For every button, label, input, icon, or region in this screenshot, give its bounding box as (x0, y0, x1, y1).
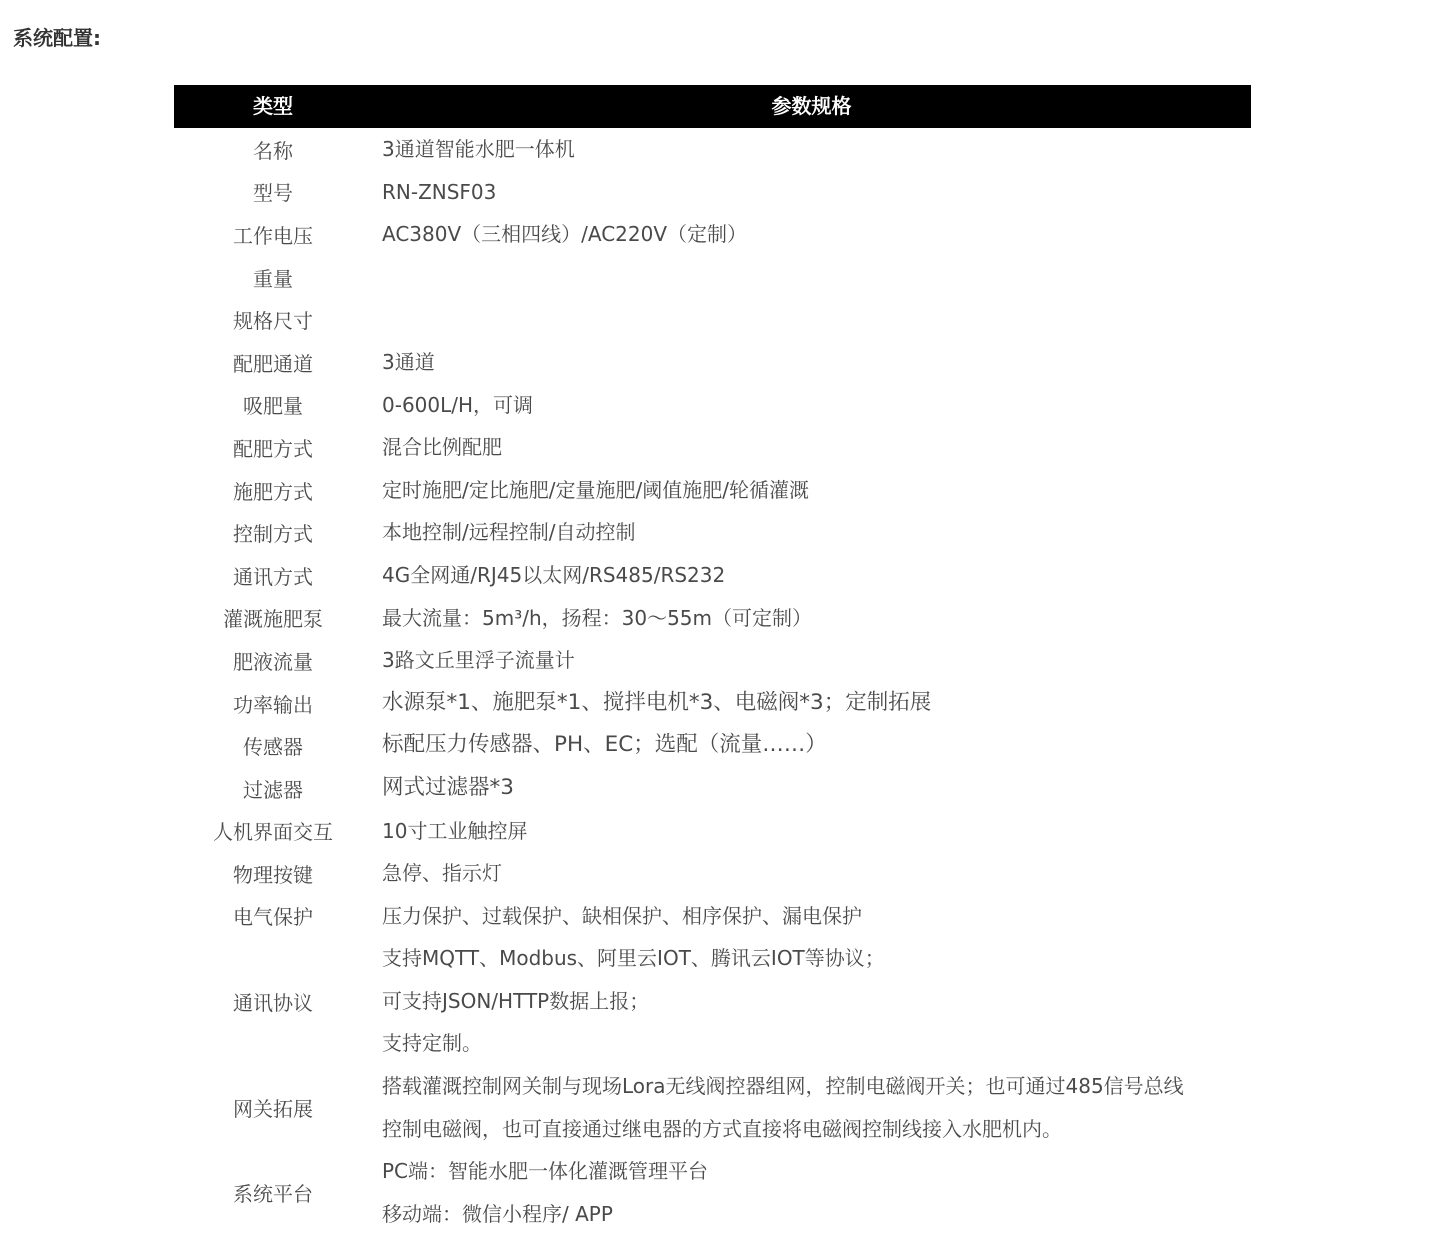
row-spec-value (372, 724, 1251, 767)
row-spec-value (372, 426, 1251, 469)
table-row (174, 128, 1251, 171)
row-type-label: 网关拓展 (233, 1097, 313, 1122)
spec-line: 3通道 (382, 349, 435, 374)
row-type-label: 功率输出 (233, 692, 313, 717)
row-spec-value (372, 341, 1251, 384)
spec-line (382, 256, 1251, 299)
spec-line: 4G全网通/RJ45以太网/RS485/RS232 (382, 562, 726, 587)
row-type-label: 型号 (253, 181, 293, 206)
spec-line: AC380V（三相四线）/AC220V（定制） (382, 222, 748, 247)
row-spec-value (372, 810, 1251, 853)
spec-table (174, 85, 1251, 1235)
table-row (174, 1065, 1251, 1150)
row-spec-value (372, 213, 1251, 256)
spec-line: 搭载灌溉控制网关制与现场Lora无线阀控器组网，控制电磁阀开关；也可通过485信号总线 (382, 1074, 1184, 1099)
table-row (174, 554, 1251, 597)
row-spec-value (372, 895, 1251, 938)
spec-table-header (174, 85, 1251, 128)
row-spec-value (372, 128, 1251, 171)
row-spec-value (372, 852, 1251, 895)
row-type-label: 过滤器 (243, 777, 303, 802)
spec-line: 控制电磁阀，也可直接通过继电器的方式直接将电磁阀控制线接入水肥机内。 (382, 1116, 1062, 1141)
spec-line: 10寸工业触控屏 (382, 818, 528, 843)
table-row (174, 639, 1251, 682)
table-row (174, 469, 1251, 512)
spec-line: 移动端：微信小程序/ APP (382, 1201, 613, 1226)
row-type-label: 工作电压 (233, 223, 313, 248)
table-row (174, 1150, 1251, 1235)
row-type-label: 电气保护 (233, 905, 313, 930)
row-spec-value (372, 1065, 1251, 1150)
row-spec-value (372, 639, 1251, 682)
spec-line: 混合比例配肥 (382, 435, 502, 460)
spec-line: 压力保护、过载保护、缺相保护、相序保护、漏电保护 (382, 903, 862, 928)
table-row (174, 171, 1251, 214)
table-row (174, 511, 1251, 554)
row-type-label: 通讯方式 (233, 564, 313, 589)
spec-line: 网式过滤器*3 (382, 774, 514, 800)
spec-line: 本地控制/远程控制/自动控制 (382, 520, 636, 545)
table-row (174, 213, 1251, 256)
row-type-label: 肥液流量 (233, 649, 313, 674)
row-spec-value (372, 171, 1251, 214)
row-spec-value (372, 384, 1251, 427)
row-spec-value (372, 767, 1251, 810)
table-row (174, 384, 1251, 427)
table-row (174, 895, 1251, 938)
row-spec-value (372, 511, 1251, 554)
row-type-label: 施肥方式 (233, 479, 313, 504)
row-spec-value (372, 256, 1251, 299)
spec-line: RN-ZNSF03 (382, 179, 497, 204)
row-type-label: 吸肥量 (243, 394, 303, 419)
spec-line: 支持MQTT、Modbus、阿里云IOT、腾讯云IOT等协议； (382, 946, 885, 971)
table-row (174, 937, 1251, 1065)
column-header-spec: 参数规格 (372, 85, 1251, 128)
table-row (174, 597, 1251, 640)
header-row (174, 85, 1251, 128)
row-type-label: 配肥通道 (233, 351, 313, 376)
row-spec-value (372, 554, 1251, 597)
row-spec-value (372, 682, 1251, 725)
row-type-label: 传感器 (243, 735, 303, 760)
spec-line: 支持定制。 (382, 1031, 482, 1056)
spec-line: 3通道智能水肥一体机 (382, 137, 575, 161)
spec-line: 标配压力传感器、PH、EC；选配（流量……） (382, 732, 827, 758)
spec-line: PC端：智能水肥一体化灌溉管理平台 (382, 1159, 709, 1184)
table-row (174, 682, 1251, 725)
table-row (174, 426, 1251, 469)
column-header-type: 类型 (174, 85, 372, 128)
spec-line: 3路文丘里浮子流量计 (382, 648, 575, 673)
row-spec-value (372, 937, 1251, 1065)
row-type-label: 人机界面交互 (213, 820, 333, 845)
row-spec-value (372, 469, 1251, 512)
table-row (174, 256, 1251, 299)
spec-line: 水源泵*1、施肥泵*1、搅拌电机*3、电磁阀*3；定制拓展 (382, 689, 932, 715)
row-type-label: 通讯协议 (233, 990, 313, 1015)
row-type-label: 系统平台 (233, 1182, 313, 1207)
row-spec-value (372, 298, 1251, 341)
spec-line: 最大流量：5m³/h，扬程：30～55m（可定制） (382, 605, 813, 630)
row-type-label: 控制方式 (233, 522, 313, 547)
table-row (174, 767, 1251, 810)
row-type-label: 名称 (253, 138, 293, 163)
section-title: 系统配置: (13, 26, 101, 50)
spec-table-body (174, 128, 1251, 1235)
spec-line: 0-600L/H，可调 (382, 392, 534, 417)
row-spec-value (372, 597, 1251, 640)
spec-line: 可支持JSON/HTTP数据上报； (382, 988, 650, 1013)
table-row (174, 724, 1251, 767)
spec-line: 定时施肥/定比施肥/定量施肥/阈值施肥/轮循灌溉 (382, 477, 809, 502)
table-row (174, 852, 1251, 895)
row-type-label: 规格尺寸 (233, 309, 313, 334)
spec-line: 急停、指示灯 (382, 861, 502, 886)
row-type-label: 重量 (253, 266, 293, 291)
row-type-label: 配肥方式 (233, 436, 313, 461)
row-type-label: 物理按键 (233, 862, 313, 887)
row-spec-value (372, 1150, 1251, 1235)
table-row (174, 298, 1251, 341)
spec-line (382, 298, 1251, 341)
row-type-label: 灌溉施肥泵 (223, 607, 323, 632)
table-row (174, 341, 1251, 384)
table-row (174, 810, 1251, 853)
